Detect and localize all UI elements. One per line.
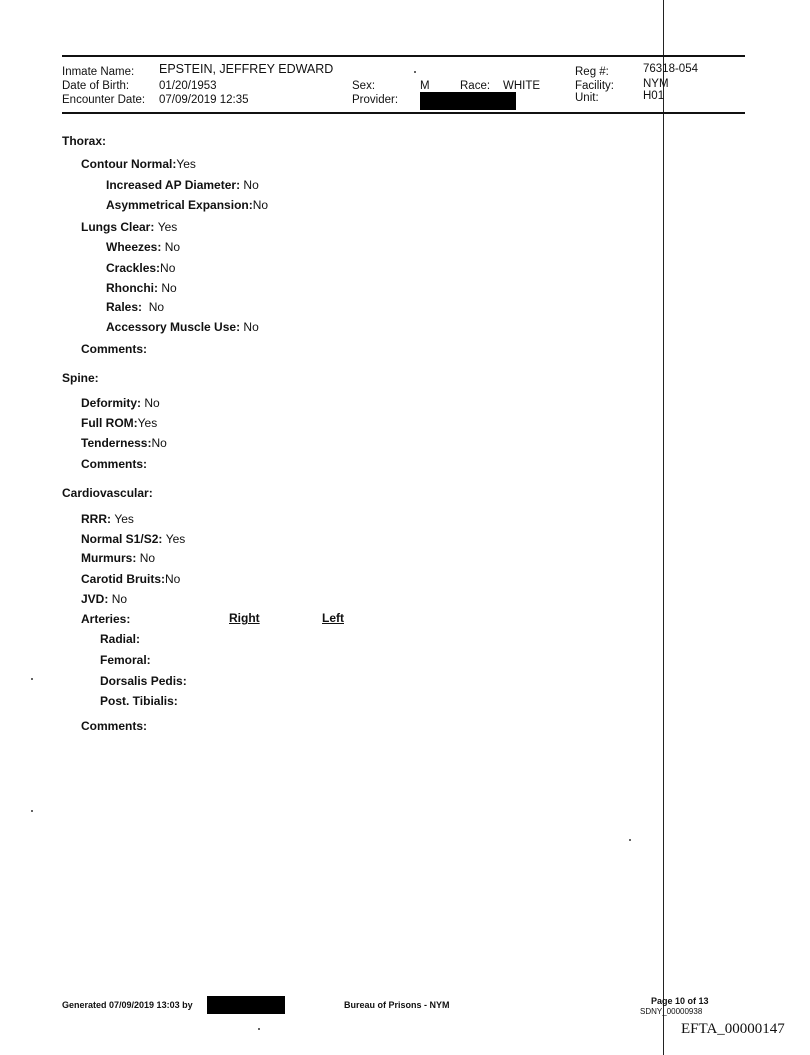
thorax-title: Thorax:	[62, 134, 107, 148]
radial-label: Radial:	[100, 632, 141, 646]
facility-label: Facility:	[575, 80, 614, 92]
accessory-value: No	[243, 320, 259, 334]
inmate-name-label: Inmate Name:	[62, 66, 135, 78]
contour-normal-label: Contour Normal:	[81, 157, 177, 171]
jvd-label: JVD:	[81, 592, 109, 606]
s1s2-label: Normal S1/S2:	[81, 532, 163, 546]
facility-value: NYM	[643, 78, 669, 90]
lungs-clear-row	[81, 220, 177, 234]
dob-value: 01/20/1953	[159, 80, 217, 92]
efta-stamp: EFTA_00000147	[681, 1021, 785, 1037]
spine-comments-label: Comments:	[81, 457, 148, 471]
bates-number: SDNY_00000938	[640, 1007, 703, 1016]
lungs-clear-label: Lungs Clear:	[81, 220, 155, 234]
cardio-comments-label: Comments:	[81, 719, 148, 733]
scan-speck	[629, 839, 631, 841]
rales-row	[106, 300, 164, 314]
rales-value: No	[148, 300, 165, 314]
dob-label: Date of Birth:	[62, 80, 130, 92]
carotid-row	[81, 572, 180, 586]
rhonchi-value: No	[161, 281, 177, 295]
unit-label: Unit:	[575, 92, 599, 104]
asymmetrical-label: Asymmetrical Expansion:	[106, 198, 253, 212]
header-bottom-rule	[62, 112, 745, 114]
arteries-label: Arteries:	[81, 612, 131, 626]
sex-value: M	[420, 80, 430, 92]
accessory-row	[106, 320, 259, 334]
scan-speck	[31, 810, 33, 812]
scan-speck	[258, 1028, 260, 1030]
arteries-left-header: Left	[322, 611, 344, 625]
murmurs-value: No	[139, 551, 156, 565]
wheezes-label: Wheezes:	[106, 240, 162, 254]
s1s2-value: Yes	[165, 532, 186, 546]
contour-normal-row	[81, 157, 196, 171]
reg-label: Reg #:	[575, 66, 609, 78]
rrr-row	[81, 512, 134, 526]
bureau-text: Bureau of Prisons - NYM	[344, 1000, 450, 1010]
asymmetrical-row	[106, 198, 268, 212]
wheezes-value: No	[164, 240, 181, 254]
race-label: Race:	[460, 80, 491, 92]
unit-value: H01	[643, 90, 665, 102]
carotid-value: No	[165, 572, 181, 586]
arteries-right-header: Right	[229, 611, 260, 625]
deformity-value: No	[144, 396, 160, 410]
cardio-title: Cardiovascular:	[62, 486, 153, 500]
carotid-label: Carotid Bruits:	[81, 572, 165, 586]
race-value: WHITE	[503, 80, 541, 92]
crackles-row	[106, 261, 175, 275]
wheezes-row	[106, 240, 180, 254]
deformity-label: Deformity:	[81, 396, 142, 410]
ap-diameter-label: Increased AP Diameter:	[106, 178, 241, 192]
rales-label: Rales:	[106, 300, 143, 314]
full-rom-value: Yes	[137, 416, 158, 430]
deformity-row	[81, 396, 160, 410]
rrr-label: RRR:	[81, 512, 111, 526]
tenderness-label: Tenderness:	[81, 436, 152, 450]
crackles-label: Crackles:	[106, 261, 161, 275]
ap-diameter-row	[106, 178, 259, 192]
full-rom-row	[81, 416, 157, 430]
inmate-name: EPSTEIN, JEFFREY EDWARD	[159, 62, 334, 76]
jvd-value: No	[111, 592, 128, 606]
reg-value: 76318-054	[643, 63, 698, 75]
generated-text: Generated 07/09/2019 13:03 by	[62, 1000, 193, 1010]
murmurs-row	[81, 551, 155, 565]
provider-label: Provider:	[352, 94, 399, 106]
scan-speck	[31, 678, 33, 680]
encounter-value: 07/09/2019 12:35	[159, 94, 249, 106]
spine-title: Spine:	[62, 371, 99, 385]
lungs-clear-value: Yes	[157, 220, 178, 234]
page-number: Page 10 of 13	[651, 996, 709, 1006]
rhonchi-row	[106, 281, 177, 295]
accessory-label: Accessory Muscle Use:	[106, 320, 241, 334]
thorax-comments-label: Comments:	[81, 342, 148, 356]
crackles-value: No	[160, 261, 176, 275]
scan-speck	[414, 71, 416, 73]
tenderness-value: No	[151, 436, 167, 450]
encounter-label: Encounter Date:	[62, 94, 146, 106]
ap-diameter-value: No	[243, 178, 259, 192]
dorsalis-label: Dorsalis Pedis:	[100, 674, 187, 688]
header-top-rule	[62, 55, 745, 57]
scan-vertical-line	[663, 0, 664, 1055]
jvd-row	[81, 592, 127, 606]
asymmetrical-value: No	[252, 198, 269, 212]
murmurs-label: Murmurs:	[81, 551, 137, 565]
rhonchi-label: Rhonchi:	[106, 281, 158, 295]
sex-label: Sex:	[352, 80, 376, 92]
femoral-label: Femoral:	[100, 653, 151, 667]
contour-normal-value: Yes	[176, 157, 196, 171]
s1s2-row	[81, 532, 185, 546]
tenderness-row	[81, 436, 167, 450]
rrr-value: Yes	[114, 512, 134, 526]
full-rom-label: Full ROM:	[81, 416, 138, 430]
generated-by-redaction	[207, 996, 285, 1014]
tibialis-label: Post. Tibialis:	[100, 694, 178, 708]
provider-redaction	[420, 92, 516, 110]
